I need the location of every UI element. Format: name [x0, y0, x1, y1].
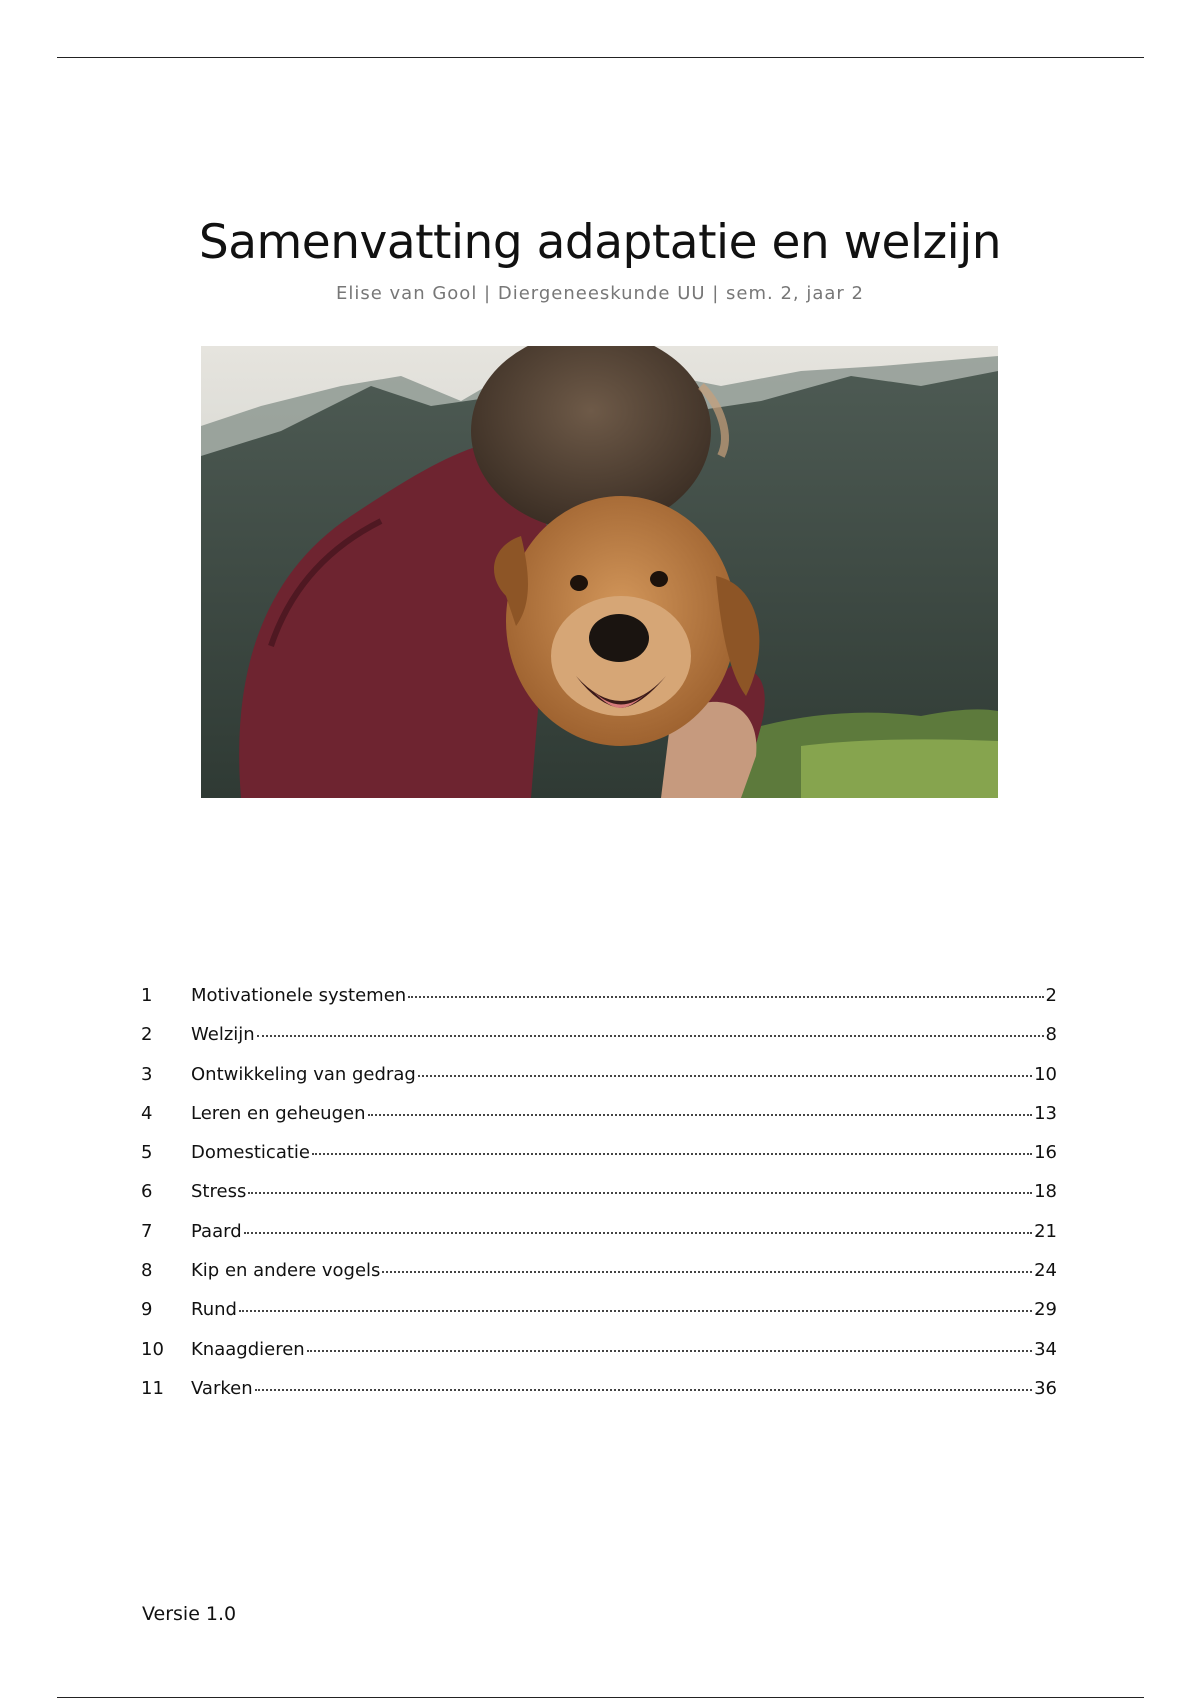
toc-entry-number: 3: [141, 1063, 153, 1085]
toc-entry-title: Ontwikkeling van gedrag: [191, 1063, 416, 1085]
toc-entry-page: 16: [1034, 1142, 1057, 1164]
toc-dot-leader: [255, 1388, 1032, 1391]
toc-entry[interactable]: [141, 1064, 1057, 1103]
toc-dot-leader: [307, 1349, 1032, 1352]
toc-entry-number: 7: [141, 1220, 153, 1242]
toc-entry[interactable]: [141, 1221, 1057, 1260]
toc-entry-page: 18: [1034, 1181, 1057, 1203]
toc-entry[interactable]: [141, 1378, 1057, 1417]
toc-dot-leader: [368, 1113, 1033, 1116]
toc-entry[interactable]: [141, 1142, 1057, 1181]
toc-entry-page: 29: [1034, 1299, 1057, 1321]
toc-dot-leader: [418, 1074, 1032, 1077]
toc-entry-title: Varken: [191, 1377, 253, 1399]
toc-entry[interactable]: [141, 1260, 1057, 1299]
toc-entry-number: 2: [141, 1024, 153, 1046]
toc-dot-leader: [408, 995, 1043, 998]
cover-photo: [201, 346, 998, 798]
toc-dot-leader: [382, 1270, 1032, 1273]
toc-entry-page: 34: [1034, 1338, 1057, 1360]
toc-entry-number: 4: [141, 1102, 153, 1124]
toc-entry-title: Leren en geheugen: [191, 1102, 366, 1124]
toc-entry[interactable]: [141, 1103, 1057, 1142]
toc-entry-title: Welzijn: [191, 1024, 255, 1046]
toc-entry-page: 24: [1034, 1260, 1057, 1282]
toc-entry-title: Knaagdieren: [191, 1338, 305, 1360]
toc-entry-title: Motivationele systemen: [191, 985, 407, 1006]
toc-dot-leader: [248, 1191, 1032, 1194]
toc-dot-leader: [239, 1309, 1032, 1312]
toc-dot-leader: [312, 1152, 1032, 1155]
toc-entry[interactable]: [141, 1181, 1057, 1220]
toc-entry-title: Paard: [191, 1220, 242, 1242]
toc-entry-page: 21: [1034, 1220, 1057, 1242]
toc-entry-page: 36: [1034, 1377, 1057, 1399]
toc-entry-title: Domesticatie: [191, 1142, 310, 1164]
toc-entry-page: 13: [1034, 1102, 1057, 1124]
version-label: Versie 1.0: [142, 1603, 237, 1625]
table-of-contents: [141, 985, 1057, 1417]
toc-entry-number: 1: [141, 985, 153, 1006]
toc-entry-number: 5: [141, 1142, 153, 1164]
toc-entry-number: 10: [141, 1338, 164, 1360]
toc-entry-page: 2: [1045, 985, 1057, 1006]
toc-dot-leader: [257, 1034, 1044, 1037]
toc-entry-number: 8: [141, 1260, 153, 1282]
toc-dot-leader: [244, 1231, 1032, 1234]
toc-entry-page: 10: [1034, 1063, 1057, 1085]
toc-entry-number: 11: [141, 1377, 164, 1399]
toc-entry-title: Rund: [191, 1299, 237, 1321]
footer-rule: [57, 1697, 1144, 1698]
document-title: Samenvatting adaptatie en welzijn: [198, 215, 1002, 270]
toc-entry-title: Stress: [191, 1181, 247, 1203]
toc-entry[interactable]: [141, 1339, 1057, 1378]
document-subtitle: Elise van Gool | Diergeneeskunde UU | sem. 2, jaar 2: [335, 283, 865, 304]
toc-entry-page: 8: [1045, 1024, 1057, 1046]
toc-entry[interactable]: [141, 985, 1057, 1024]
header-rule: [57, 57, 1144, 58]
toc-entry[interactable]: [141, 1024, 1057, 1063]
toc-entry-number: 6: [141, 1181, 153, 1203]
toc-entry[interactable]: [141, 1299, 1057, 1338]
toc-entry-title: Kip en andere vogels: [191, 1260, 381, 1282]
toc-entry-number: 9: [141, 1299, 153, 1321]
